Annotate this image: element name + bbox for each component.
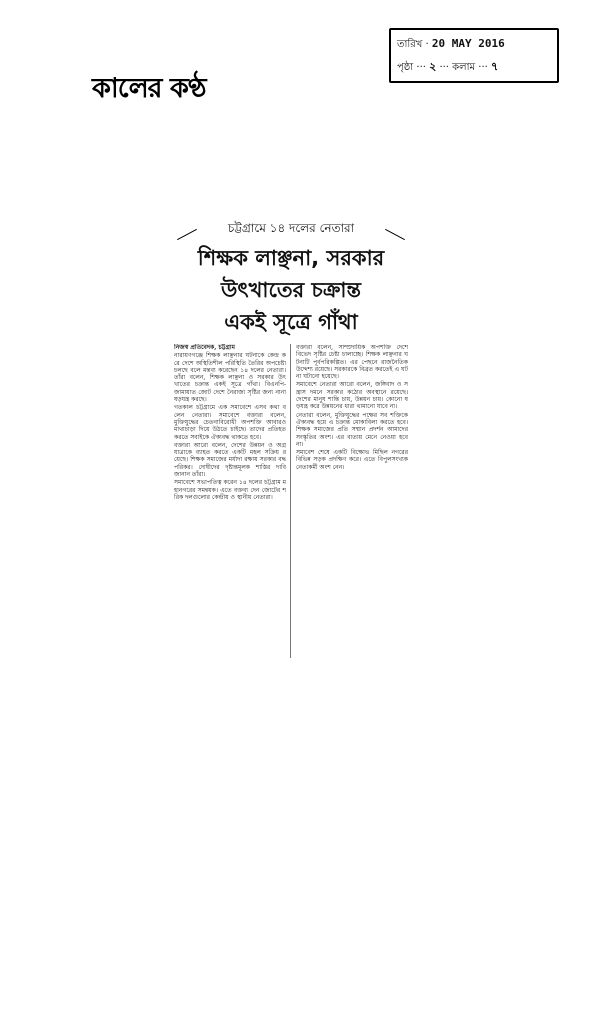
- stamp-column-label: কলাম: [452, 62, 476, 73]
- headline-line-3: একই সূত্রে গাঁথা: [224, 310, 358, 334]
- body-paragraph: সমাবেশে নেতারা আরো বলেন, জঙ্গিবাদ ও সন্ত্রাস দমনে সরকার কঠোর অবস্থানে রয়েছে। দেশের মানুষ শান্তি চায়, উন্নয়ন চায়। কোনো ষড়যন্ত্র করে উন্নয়নের ধারা থামানো যাবে না।: [296, 381, 408, 411]
- body-paragraph: বক্তারা আরো বলেন, দেশের উন্নয়ন ও অগ্রযাত্রাকে ব্যাহত করতে একটি মহল সক্রিয় রয়েছে। শিক্ষক সমাজের মর্যাদা রক্ষায় সরকার বদ্ধপরিকর। দোষীদের দৃষ্টান্তমূলক শাস্তির দাবি জানান তাঁরা।: [174, 441, 286, 479]
- body-paragraph: বক্তারা বলেন, সাম্প্রদায়িক অপশক্তি দেশে বিভেদ সৃষ্টির চেষ্টা চালাচ্ছে। শিক্ষক লাঞ্ছনার ঘটনাটি পূর্বপরিকল্পিত। এর পেছনে রাজনৈতিক উদ্দেশ্য রয়েছে। সরকারকে বিব্রত করতেই এ ঘটনা ঘটানো হয়েছে।: [296, 344, 408, 381]
- stamp-date-value: 20 MAY 2016: [431, 37, 505, 50]
- body-paragraph: নারায়ণগঞ্জে শিক্ষক লাঞ্ছনার ঘটনাকে কেন্দ্র করে দেশে অস্থিতিশীল পরিস্থিতি তৈরির অপচেষ্টা চলছে বলে মন্তব্য করেছেন ১৪ দলের নেতারা। তাঁরা বলেন, শিক্ষক লাঞ্ছনা ও সরকার উৎখাতের চক্রান্ত একই সূত্রে গাঁথা। বিএনপি-জামায়াত জোট দেশে নৈরাজ্য সৃষ্টির জন্য নানা ষড়যন্ত্র করছে।: [174, 352, 286, 404]
- article-kicker: চট্টগ্রামে ১৪ দলের নেতারা: [227, 221, 355, 235]
- body-paragraph: সমাবেশ শেষে একটি বিক্ষোভ মিছিল নগরের বিভিন্ন সড়ক প্রদক্ষিণ করে। এতে বিপুলসংখ্যক নেতাকর্মী অংশ নেন।: [296, 449, 408, 471]
- archive-stamp: [389, 28, 559, 83]
- article-column-left: [174, 344, 286, 658]
- stamp-date-row: তারিখ · 20 MAY 2016: [397, 37, 505, 50]
- article-clipping: [174, 220, 408, 658]
- headline-line-2: উৎখাতের চক্রান্ত: [221, 278, 361, 302]
- body-paragraph: সমাবেশে সভাপতিত্ব করেন ১৪ দলের চট্টগ্রাম মহানগরের সমন্বয়ক। এতে বক্তব্য দেন জোটের শরিক দলগুলোর কেন্দ্রীয় ও স্থানীয় নেতারা।: [174, 479, 286, 501]
- stamp-page-label: পৃষ্ঠা: [397, 62, 414, 73]
- column-divider: [290, 344, 291, 658]
- headline-line-1: শিক্ষক লাঞ্ছনা, সরকার: [197, 246, 385, 270]
- stamp-date-label: তারিখ: [397, 39, 423, 50]
- article-byline: নিজস্ব প্রতিবেদক, চট্টগ্রাম: [174, 344, 235, 351]
- stamp-page-value: ২: [429, 60, 437, 73]
- newspaper-masthead: কালের কণ্ঠ: [92, 73, 206, 104]
- body-paragraph: নেতারা বলেন, মুক্তিযুদ্ধের পক্ষের সব শক্তিকে ঐক্যবদ্ধ হয়ে এ চক্রান্ত মোকাবিলা করতে হবে। শিক্ষক সমাজের প্রতি সম্মান প্রদর্শন আমাদের সংস্কৃতির অংশ। এর ব্যত্যয় মেনে নেওয়া হবে না।: [296, 411, 408, 448]
- stamp-column-value: ৭: [490, 60, 499, 73]
- article-column-right: [296, 344, 408, 658]
- stamp-page-row: পৃষ্ঠা ··· ২ ··· কলাম ··· ৭: [397, 60, 499, 73]
- article-body: [174, 344, 408, 658]
- body-paragraph: গতকাল চট্টগ্রামে এক সমাবেশে এসব কথা বলেন নেতারা। সমাবেশে বক্তারা বলেন, মুক্তিযুদ্ধের চেতনাবিরোধী অপশক্তি আবারও মাথাচাড়া দিয়ে উঠতে চাইছে। তাদের প্রতিহত করতে সবাইকে ঐক্যবদ্ধ থাকতে হবে।: [174, 404, 286, 441]
